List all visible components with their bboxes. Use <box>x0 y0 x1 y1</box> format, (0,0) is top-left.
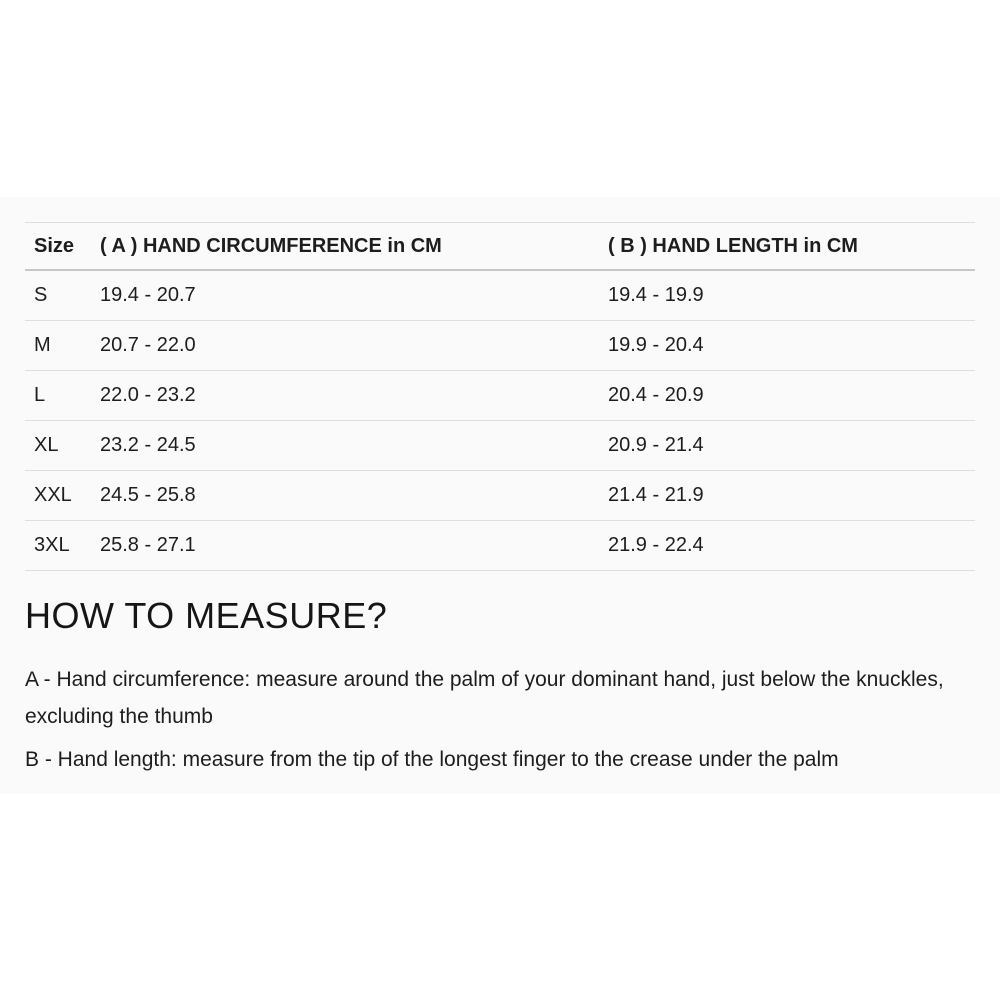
length-value: 20.4 - 20.9 <box>608 384 704 406</box>
table-row <box>25 321 975 371</box>
circumference-value: 20.7 - 22.0 <box>100 334 196 356</box>
circumference-value: 22.0 - 23.2 <box>100 384 196 406</box>
how-to-measure-heading: HOW TO MEASURE? <box>25 595 388 636</box>
size-label: XL <box>34 434 59 456</box>
length-value: 19.4 - 19.9 <box>608 284 704 306</box>
size-chart-table <box>25 222 975 571</box>
circumference-value: 24.5 - 25.8 <box>100 484 196 506</box>
length-value: 21.9 - 22.4 <box>608 534 704 556</box>
length-value: 21.4 - 21.9 <box>608 484 704 506</box>
size-label: M <box>34 334 51 356</box>
circumference-value: 19.4 - 20.7 <box>100 284 196 306</box>
size-guide-panel <box>0 197 1000 794</box>
size-label: S <box>34 284 48 306</box>
circumference-value: 25.8 - 27.1 <box>100 534 196 556</box>
size-chart-header-row <box>25 223 975 271</box>
column-header-hand-length: ( B ) HAND LENGTH in CM <box>608 234 858 257</box>
table-row <box>25 271 975 321</box>
table-row <box>25 521 975 571</box>
length-value: 19.9 - 20.4 <box>608 334 704 356</box>
table-row <box>25 421 975 471</box>
instruction-hand-length: B - Hand length: measure from the tip of the longest finger to the crease under the palm <box>25 748 839 771</box>
table-row <box>25 471 975 521</box>
circumference-value: 23.2 - 24.5 <box>100 434 196 456</box>
size-label: 3XL <box>34 534 70 556</box>
column-header-hand-circumference: ( A ) HAND CIRCUMFERENCE in CM <box>100 234 442 257</box>
measuring-instructions <box>25 661 960 778</box>
length-value: 20.9 - 21.4 <box>608 434 704 456</box>
size-label: XXL <box>34 484 72 506</box>
column-header-size: Size <box>34 234 75 257</box>
table-row <box>25 371 975 421</box>
size-label: L <box>34 384 46 406</box>
instruction-hand-circumference: A - Hand circumference: measure around the palm of your dominant hand, just below the knuckles, excluding the thumb <box>25 668 944 728</box>
